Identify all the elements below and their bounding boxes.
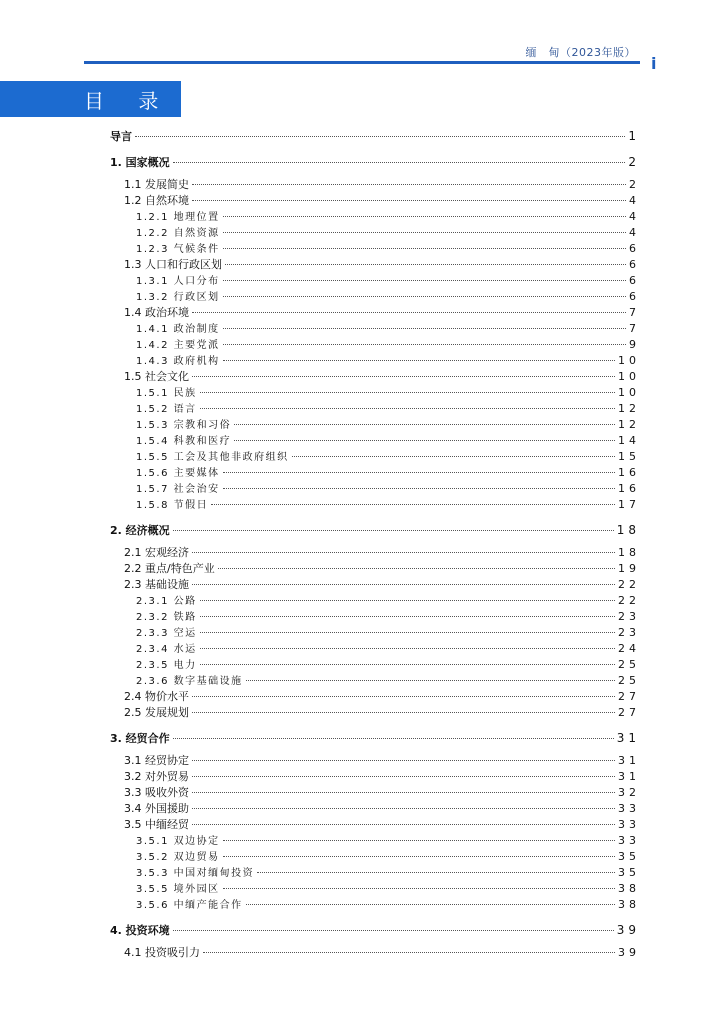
dot-leader <box>192 824 615 825</box>
toc-entry[interactable] <box>110 800 640 816</box>
toc-entry[interactable] <box>110 384 640 400</box>
dot-leader <box>192 184 626 185</box>
dot-leader <box>192 312 626 313</box>
toc-entry-label: 3. 经贸合作 <box>110 732 170 745</box>
toc-entry-page: 6 <box>629 242 640 255</box>
toc-entry[interactable] <box>110 224 640 240</box>
toc-entry-label: 2.3.6 数字基础设施 <box>136 676 243 687</box>
toc-entry[interactable] <box>110 176 640 192</box>
dot-leader <box>223 344 626 345</box>
dot-leader <box>200 616 615 617</box>
toc-entry[interactable] <box>110 688 640 704</box>
toc-entry-page: 18 <box>618 546 640 559</box>
toc-entry-label: 2. 经济概况 <box>110 524 170 537</box>
toc-entry-page: 10 <box>618 354 640 367</box>
dot-leader <box>223 488 615 489</box>
toc-entry-label: 2.3.4 水运 <box>136 644 197 655</box>
toc-entry-page: 7 <box>629 322 640 335</box>
toc-entry-label: 2.3 基础设施 <box>124 578 189 591</box>
toc-entry[interactable] <box>110 880 640 896</box>
toc-entry-label: 2.3.5 电力 <box>136 660 197 671</box>
dot-leader <box>234 440 615 441</box>
toc-entry-label: 3.5.6 中缅产能合作 <box>136 900 243 911</box>
toc-entry-label: 1.4.3 政府机构 <box>136 356 220 367</box>
toc-entry-label: 1.5.2 语言 <box>136 404 197 415</box>
dot-leader <box>192 200 626 201</box>
toc-entry-label: 1.3 人口和行政区划 <box>124 258 222 271</box>
dot-leader <box>223 840 615 841</box>
dot-leader <box>200 664 615 665</box>
toc-entry[interactable] <box>110 368 640 384</box>
toc-entry-page: 7 <box>629 306 640 319</box>
toc-entry-label: 3.4 外国援助 <box>124 802 189 815</box>
toc-entry[interactable] <box>110 416 640 432</box>
dot-leader <box>192 376 615 377</box>
dot-leader <box>223 248 626 249</box>
running-header-title: 缅 甸（2023年版） <box>525 46 636 59</box>
toc-entry-label: 1.5.8 节假日 <box>136 500 209 511</box>
toc-entry-label: 1.3.2 行政区划 <box>136 292 220 303</box>
toc-chapter-entry[interactable] <box>110 522 640 538</box>
toc-entry[interactable] <box>110 944 640 960</box>
toc-entry-page: 10 <box>618 386 640 399</box>
toc-entry[interactable] <box>110 832 640 848</box>
toc-entry-label: 1.2.2 自然资源 <box>136 228 220 239</box>
toc-entry-page: 17 <box>618 498 640 511</box>
toc-entry[interactable] <box>110 400 640 416</box>
dot-leader <box>223 296 626 297</box>
toc-entry-page: 33 <box>618 834 640 847</box>
toc-entry-page: 35 <box>618 866 640 879</box>
dot-leader <box>223 360 615 361</box>
toc-entry-page: 19 <box>618 562 640 575</box>
toc-entry[interactable] <box>110 864 640 880</box>
toc-entry-label: 1.2.3 气候条件 <box>136 244 220 255</box>
toc-entry-label: 1. 国家概况 <box>110 156 170 169</box>
toc-entry[interactable] <box>110 432 640 448</box>
toc-entry[interactable] <box>110 592 640 608</box>
dot-leader <box>192 584 615 585</box>
toc-entry-page: 38 <box>618 898 640 911</box>
dot-leader <box>135 136 625 137</box>
toc-entry-page: 33 <box>618 818 640 831</box>
dot-leader <box>203 952 615 953</box>
toc-entry[interactable] <box>110 272 640 288</box>
toc-entry-page: 39 <box>618 946 640 959</box>
toc-entry-label: 3.5.5 境外园区 <box>136 884 220 895</box>
toc-chapter-entry[interactable] <box>110 128 640 144</box>
toc-entry-label: 2.3.1 公路 <box>136 596 197 607</box>
toc-entry-label: 3.3 吸收外资 <box>124 786 189 799</box>
toc-entry-page: 27 <box>618 690 640 703</box>
toc-entry[interactable] <box>110 496 640 512</box>
toc-entry-page: 2 <box>628 155 640 169</box>
dot-leader <box>192 760 615 761</box>
toc-entry[interactable] <box>110 656 640 672</box>
toc-entry[interactable] <box>110 896 640 912</box>
toc-entry-label: 1.5.5 工会及其他非政府组织 <box>136 452 289 463</box>
toc-entry-page: 24 <box>618 642 640 655</box>
toc-entry-label: 2.1 宏观经济 <box>124 546 189 559</box>
dot-leader <box>200 632 615 633</box>
toc-entry-label: 1.2 自然环境 <box>124 194 189 207</box>
page-number: i <box>651 54 657 73</box>
toc-entry-page: 23 <box>618 626 640 639</box>
toc-entry-label: 2.3.3 空运 <box>136 628 197 639</box>
dot-leader <box>173 162 626 163</box>
toc-entry-page: 15 <box>618 450 640 463</box>
toc-entry-page: 39 <box>616 923 640 937</box>
toc-entry-page: 25 <box>618 674 640 687</box>
toc-entry[interactable] <box>110 320 640 336</box>
toc-entry-label: 2.4 物价水平 <box>124 690 189 703</box>
toc-entry-page: 23 <box>618 610 640 623</box>
toc-entry[interactable] <box>110 464 640 480</box>
dot-leader <box>225 264 626 265</box>
dot-leader <box>246 680 615 681</box>
toc-entry-page: 32 <box>618 786 640 799</box>
toc-entry[interactable] <box>110 336 640 352</box>
toc-entry-page: 31 <box>618 754 640 767</box>
dot-leader <box>192 696 615 697</box>
dot-leader <box>192 792 615 793</box>
toc-entry-label: 1.5.6 主要媒体 <box>136 468 220 479</box>
toc-entry-page: 4 <box>629 194 640 207</box>
toc-entry[interactable] <box>110 624 640 640</box>
toc-chapter-entry[interactable] <box>110 730 640 746</box>
toc-entry-page: 31 <box>616 731 640 745</box>
dot-leader <box>223 472 615 473</box>
toc-entry-page: 1 <box>628 129 640 143</box>
toc-entry-label: 1.5.4 科教和医疗 <box>136 436 232 447</box>
toc-entry-page: 4 <box>629 210 640 223</box>
toc-entry-label: 3.5.2 双边贸易 <box>136 852 220 863</box>
toc-entry-page: 2 <box>629 178 640 191</box>
toc-entry[interactable] <box>110 448 640 464</box>
toc-entry[interactable] <box>110 784 640 800</box>
toc-heading: 目 录 <box>0 81 181 117</box>
dot-leader <box>234 424 615 425</box>
dot-leader <box>211 504 615 505</box>
dot-leader <box>246 904 615 905</box>
toc-entry[interactable] <box>110 480 640 496</box>
toc-entry-label: 2.5 发展规划 <box>124 706 189 719</box>
toc-entry-page: 10 <box>618 370 640 383</box>
toc-entry[interactable] <box>110 704 640 720</box>
toc-entry-label: 2.3.2 铁路 <box>136 612 197 623</box>
toc-entry[interactable] <box>110 288 640 304</box>
toc-entry[interactable] <box>110 608 640 624</box>
toc-entry-page: 12 <box>618 402 640 415</box>
toc-entry-label: 1.3.1 人口分布 <box>136 276 220 287</box>
toc-entry[interactable] <box>110 192 640 208</box>
toc-entry-page: 16 <box>618 466 640 479</box>
dot-leader <box>192 808 615 809</box>
dot-leader <box>223 232 626 233</box>
toc-entry[interactable] <box>110 816 640 832</box>
toc-entry-label: 3.1 经贸协定 <box>124 754 189 767</box>
toc-entry-label: 4. 投资环境 <box>110 924 170 937</box>
toc-entry-label: 导言 <box>110 130 132 143</box>
dot-leader <box>257 872 615 873</box>
toc-entry-page: 6 <box>629 274 640 287</box>
toc-entry-label: 4.1 投资吸引力 <box>124 946 200 959</box>
dot-leader <box>200 392 615 393</box>
dot-leader <box>223 856 615 857</box>
toc-entry[interactable] <box>110 240 640 256</box>
dot-leader <box>200 408 615 409</box>
toc-entry-page: 31 <box>618 770 640 783</box>
toc-entry[interactable] <box>110 752 640 768</box>
toc-entry[interactable] <box>110 352 640 368</box>
toc-entry-page: 33 <box>618 802 640 815</box>
toc-entry-label: 3.5 中缅经贸 <box>124 818 189 831</box>
toc-entry-page: 25 <box>618 658 640 671</box>
dot-leader <box>173 738 614 739</box>
dot-leader <box>192 712 615 713</box>
dot-leader <box>223 280 626 281</box>
toc-entry-label: 3.5.1 双边协定 <box>136 836 220 847</box>
dot-leader <box>200 600 615 601</box>
dot-leader <box>192 552 615 553</box>
toc-entry-label: 1.5.3 宗教和习俗 <box>136 420 232 431</box>
toc-entry-page: 27 <box>618 706 640 719</box>
toc-entry-page: 16 <box>618 482 640 495</box>
toc-entry-label: 1.5 社会文化 <box>124 370 189 383</box>
toc-entry-label: 1.2.1 地理位置 <box>136 212 220 223</box>
dot-leader <box>200 648 615 649</box>
toc-chapter-entry[interactable] <box>110 154 640 170</box>
toc-entry-page: 12 <box>618 418 640 431</box>
dot-leader <box>218 568 615 569</box>
toc-entry[interactable] <box>110 768 640 784</box>
toc-entry-page: 9 <box>629 338 640 351</box>
toc-entry-label: 3.5.3 中国对缅甸投资 <box>136 868 255 879</box>
toc-entry[interactable] <box>110 256 640 272</box>
toc-entry-label: 1.4.1 政治制度 <box>136 324 220 335</box>
toc-entry-page: 18 <box>616 523 640 537</box>
toc-entry[interactable] <box>110 304 640 320</box>
toc-entry-page: 22 <box>618 594 640 607</box>
toc-entry[interactable] <box>110 208 640 224</box>
toc-entry-label: 1.4.2 主要党派 <box>136 340 220 351</box>
toc-entry-page: 6 <box>629 258 640 271</box>
dot-leader <box>192 776 615 777</box>
toc-entry-label: 1.5.1 民族 <box>136 388 197 399</box>
toc-entry[interactable] <box>110 544 640 560</box>
dot-leader <box>223 328 626 329</box>
toc-entry-page: 38 <box>618 882 640 895</box>
dot-leader <box>223 216 626 217</box>
toc-entry-label: 1.1 发展简史 <box>124 178 189 191</box>
toc-entry-page: 14 <box>618 434 640 447</box>
toc-entry[interactable] <box>110 848 640 864</box>
toc-entry[interactable] <box>110 640 640 656</box>
dot-leader <box>292 456 615 457</box>
toc-entry-label: 3.2 对外贸易 <box>124 770 189 783</box>
toc-entry[interactable] <box>110 672 640 688</box>
header-rule <box>84 61 640 64</box>
toc-entry[interactable] <box>110 576 640 592</box>
toc-chapter-entry[interactable] <box>110 922 640 938</box>
dot-leader <box>173 530 614 531</box>
toc-entry-label: 1.4 政治环境 <box>124 306 189 319</box>
toc-entry[interactable] <box>110 560 640 576</box>
toc-entry-page: 4 <box>629 226 640 239</box>
dot-leader <box>173 930 614 931</box>
toc-entry-label: 1.5.7 社会治安 <box>136 484 220 495</box>
toc-entry-label: 2.2 重点/特色产业 <box>124 562 215 575</box>
dot-leader <box>223 888 615 889</box>
toc-entry-page: 22 <box>618 578 640 591</box>
toc-entry-page: 6 <box>629 290 640 303</box>
toc-entry-page: 35 <box>618 850 640 863</box>
